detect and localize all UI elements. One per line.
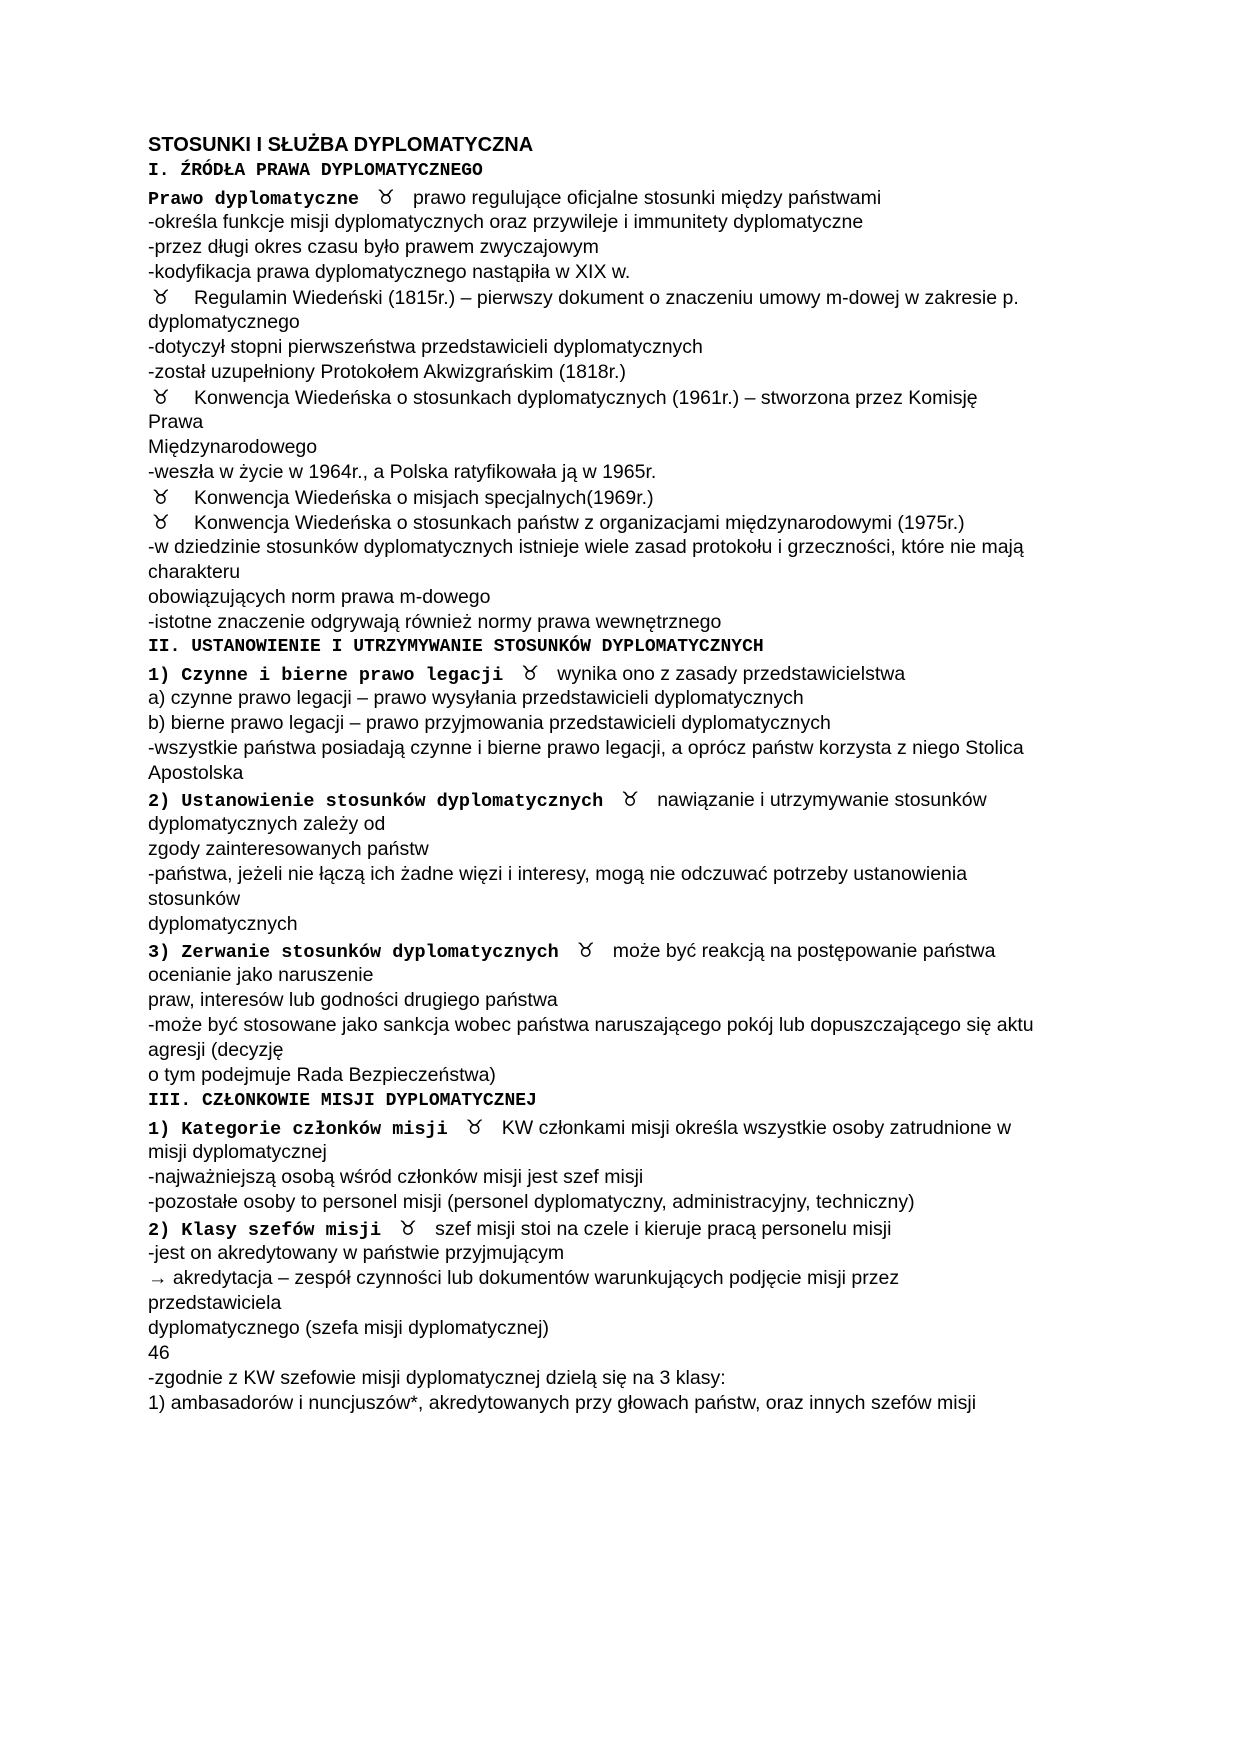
term-heading: 3) Zerwanie stosunków dyplomatycznych [148, 942, 559, 963]
text-line: 1) ambasadorów i nuncjuszów*, akredytowanych przy głowach państw, oraz innych szefów misji [148, 1392, 977, 1414]
text-line: dyplomatycznych zależy od [148, 813, 386, 835]
taurus-symbol-icon: ♉ [152, 385, 170, 409]
text-line: -jest on akredytowany w państwie przyjmującym [148, 1242, 565, 1264]
text-line: 3) Zerwanie stosunków dyplomatycznych ♉ może być reakcją na postępowanie państwa [148, 938, 996, 963]
text-line: -weszła w życie w 1964r., a Polska ratyfikowała ją w 1965r. [148, 461, 657, 483]
term-heading: 1) Kategorie członków misji [148, 1119, 448, 1140]
taurus-symbol-icon: ♉ [399, 1216, 418, 1240]
text-line: ♉ Regulamin Wiedeński (1815r.) – pierwszy dokument o znaczeniu umowy m-dowej w zakresie p. [148, 284, 1019, 311]
text-line: Apostolska [148, 762, 244, 784]
text-line: -został uzupełniony Protokołem Akwizgrańskim (1818r.) [148, 361, 626, 383]
text-line: ♉ Konwencja Wiedeńska o misjach specjalnych(1969r.) [148, 484, 654, 511]
taurus-symbol-icon: ♉ [152, 285, 170, 309]
text-line: 2) Ustanowienie stosunków dyplomatycznych ♉ nawiązanie i utrzymywanie stosunków [148, 787, 987, 812]
term-heading: 2) Ustanowienie stosunków dyplomatycznych [148, 791, 604, 812]
text-line: dyplomatycznego [148, 311, 300, 333]
term-heading: Prawo dyplomatyczne [148, 189, 359, 210]
section-heading: I. ŹRÓDŁA PRAWA DYPLOMATYCZNEGO [148, 161, 483, 181]
text-line: stosunków [148, 888, 241, 910]
taurus-symbol-icon: ♉ [152, 485, 170, 509]
text-line: obowiązujących norm prawa m-dowego [148, 586, 491, 608]
section-heading: III. CZŁONKOWIE MISJI DYPLOMATYCZNEJ [148, 1091, 537, 1111]
text-line: charakteru [148, 561, 241, 583]
term-heading: 2) Klasy szefów misji [148, 1220, 382, 1241]
text-line: -pozostałe osoby to personel misji (personel dyplomatyczny, administracyjny, techniczny) [148, 1191, 915, 1213]
text-line: ♉ Konwencja Wiedeńska o stosunkach państw z organizacjami międzynarodowymi (1975r.) [148, 509, 965, 536]
text-line: -określa funkcje misji dyplomatycznych oraz przywileje i immunitety dyplomatyczne [148, 211, 864, 233]
text-line: dyplomatycznego (szefa misji dyplomatycznej) [148, 1317, 549, 1339]
text-line: 2) Klasy szefów misji ♉ szef misji stoi na czele i kieruje pracą personelu misji [148, 1216, 892, 1241]
text-line: Międzynarodowego [148, 436, 318, 458]
taurus-symbol-icon: ♉ [465, 1115, 484, 1139]
text-line: ocenianie jako naruszenie [148, 964, 374, 986]
text-line: -przez długi okres czasu było prawem zwyczajowym [148, 236, 599, 258]
text-line: -państwa, jeżeli nie łączą ich żadne więzi i interesy, mogą nie odczuwać potrzeby ustanowienia [148, 863, 968, 885]
text-line: -wszystkie państwa posiadają czynne i bierne prawo legacji, a oprócz państw korzysta z niego Stolica [148, 737, 1024, 759]
text-line: dyplomatycznych [148, 913, 298, 935]
text-line: -najważniejszą osobą wśród członków misji jest szef misji [148, 1166, 644, 1188]
taurus-symbol-icon: ♉ [152, 510, 170, 534]
text-line: Prawo dyplomatyczne ♉ prawo regulujące oficjalne stosunki między państwami [148, 185, 882, 210]
document-title: STOSUNKI I SŁUŻBA DYPLOMATYCZNA [148, 134, 534, 156]
term-heading: 1) Czynne i bierne prawo legacji [148, 665, 504, 686]
page-number: 46 [148, 1342, 170, 1364]
text-line: 1) Czynne i bierne prawo legacji ♉ wynika ono z zasady przedstawicielstwa [148, 661, 906, 686]
section-heading: II. USTANOWIENIE I UTRZYMYWANIE STOSUNKÓW DYPLOMATYCZNYCH [148, 637, 764, 657]
text-line: b) bierne prawo legacji – prawo przyjmowania przedstawicieli dyplomatycznych [148, 712, 831, 734]
text-line: a) czynne prawo legacji – prawo wysyłania przedstawicieli dyplomatycznych [148, 687, 804, 709]
text-line: -kodyfikacja prawa dyplomatycznego nastąpiła w XIX w. [148, 261, 631, 283]
text-line: -może być stosowane jako sankcja wobec państwa naruszającego pokój lub dopuszczającego się aktu [148, 1014, 1034, 1036]
text-line: -istotne znaczenie odgrywają również normy prawa wewnętrznego [148, 611, 722, 633]
text-line: zgody zainteresowanych państw [148, 838, 429, 860]
text-line: praw, interesów lub godności drugiego państwa [148, 989, 558, 1011]
text-line: -w dziedzinie stosunków dyplomatycznych istnieje wiele zasad protokołu i grzeczności, które nie mają [148, 536, 1024, 558]
text-line: Prawa [148, 411, 204, 433]
taurus-symbol-icon: ♉ [521, 661, 540, 685]
text-line: → akredytacja – zespół czynności lub dokumentów warunkujących podjęcie misji przez [148, 1267, 900, 1289]
text-line: ♉ Konwencja Wiedeńska o stosunkach dyplomatycznych (1961r.) – stworzona przez Komisję [148, 384, 978, 411]
taurus-symbol-icon: ♉ [376, 185, 395, 209]
text-line: przedstawiciela [148, 1292, 282, 1314]
taurus-symbol-icon: ♉ [621, 787, 640, 811]
text-line: -dotyczył stopni pierwszeństwa przedstawicieli dyplomatycznych [148, 336, 703, 358]
text-line: 1) Kategorie członków misji ♉ KW członkami misji określa wszystkie osoby zatrudnione w [148, 1115, 1012, 1140]
text-line: agresji (decyzję [148, 1039, 284, 1061]
text-line: misji dyplomatycznej [148, 1141, 327, 1163]
text-line: o tym podejmuje Rada Bezpieczeństwa) [148, 1064, 496, 1086]
taurus-symbol-icon: ♉ [576, 938, 595, 962]
text-line: -zgodnie z KW szefowie misji dyplomatycznej dzielą się na 3 klasy: [148, 1367, 726, 1389]
